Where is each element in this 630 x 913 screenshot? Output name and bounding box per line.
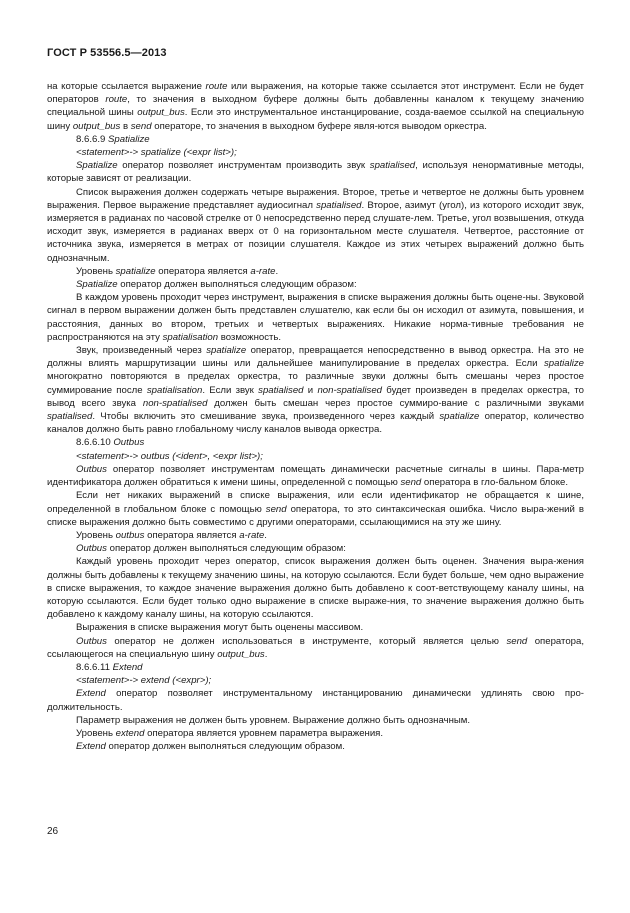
text-run: Уровень — [76, 265, 116, 277]
text-run: оператор должен выполняться следующим образом: — [106, 543, 346, 555]
paragraph — [47, 621, 584, 634]
text-run: будет произведен в пределах оркестра, то вывод всего звука — [47, 384, 584, 409]
paragraph — [47, 674, 584, 687]
text-run: оператор, превращается непосредственно в вывод оркестра. На это не должны влиять маршрутизации шины или дальнейшее манипулирование в пределах оркестра. Если — [47, 345, 584, 370]
paragraph — [47, 542, 584, 555]
text-run: оператора является — [155, 265, 251, 277]
text-run: Список выражения должен содержать четыре выражения. Второе, третье и четвертое не должны быть уровнем выражения. Первое выражение представляет аудиосигнал — [47, 186, 584, 211]
italic-term: Outbus — [76, 543, 107, 555]
text-run: должен быть смешан через простое суммиро-вание с различными звуками — [207, 397, 584, 409]
text-run: . Если звук — [202, 384, 259, 396]
italic-term: output_bus — [137, 107, 185, 119]
paragraph — [47, 555, 584, 621]
italic-term: output_bus — [217, 648, 265, 660]
text-run: 8.6.6.11 — [76, 661, 113, 673]
paragraph — [47, 344, 584, 436]
italic-term: output_bus — [72, 120, 121, 132]
text-run: , то значения в выходном буфере должны быть добавленны каналом к текущему значению специальной шины — [47, 94, 584, 119]
paragraph — [47, 436, 584, 449]
text-run: Выражения в списке выражения могут быть оценены массивом. — [76, 622, 364, 634]
text-run: оператор позволяет инструментам производить звук — [117, 160, 370, 172]
italic-term: a-rate — [250, 265, 276, 277]
text-run: оператора, ссылающегося на специальную шину — [47, 635, 584, 660]
paragraph — [47, 146, 584, 159]
italic-term: non-spatialised — [142, 397, 208, 409]
paragraph — [47, 687, 584, 713]
page-number: 26 — [47, 826, 59, 837]
text-run: оператора в гло-бальном блоке. — [421, 477, 569, 489]
italic-term: send — [400, 477, 422, 489]
page-header-standard-id: ГОСТ Р 53556.5—2013 — [47, 47, 167, 59]
italic-term: a-rate — [239, 529, 265, 541]
paragraph — [47, 714, 584, 727]
italic-term: outbus — [115, 529, 145, 541]
text-run: . — [264, 648, 268, 660]
italic-term: spatialize — [544, 358, 584, 370]
italic-term: Extend — [112, 661, 143, 673]
text-run: Параметр выражения не должен быть уровнем. Выражение должно быть однозначным. — [76, 714, 471, 726]
text-run: оператор не должен использоваться в инструменте, который является целью — [106, 635, 507, 647]
text-run: . Чтобы включить это смешивание звука, произведенного через каждый — [92, 411, 440, 423]
text-run: . Если это инструментальное инстанцирование, созда-ваемое ссылкой на специальную шину — [47, 107, 585, 132]
italic-term: spatialised — [369, 160, 416, 172]
paragraph — [47, 489, 584, 529]
paragraph — [47, 740, 584, 753]
text-run: или выражения, на которые также ссылается этот инструмент. Если не будет операторов — [47, 81, 585, 106]
italic-term: extend — [115, 727, 145, 739]
text-run: Уровень — [76, 529, 116, 541]
text-run: оператор позволяет инструментальному инстанцированию динамически удлинять свою про-должительность. — [47, 688, 584, 713]
italic-term: spatialisation — [162, 331, 219, 343]
text-run: , используя ненормативные методы, которые зависят от реализации. — [47, 160, 585, 185]
italic-term: Outbus — [113, 437, 145, 449]
text-run: 8.6.6.9 — [76, 133, 109, 145]
paragraph — [47, 80, 584, 133]
text-run: и — [303, 384, 318, 396]
italic-term: send — [506, 635, 528, 647]
italic-term: Spatialize — [76, 279, 118, 291]
paragraph — [47, 278, 584, 291]
italic-term: Outbus — [76, 635, 107, 647]
paragraph — [47, 661, 584, 674]
italic-term: Spatialize — [108, 133, 150, 145]
italic-term: Spatialize — [76, 160, 118, 172]
italic-term: Extend — [76, 741, 106, 753]
text-run: Уровень — [76, 727, 116, 739]
text-run: возможность. — [218, 331, 282, 343]
paragraph — [47, 529, 584, 542]
text-run: . — [275, 265, 279, 277]
paragraph — [47, 463, 584, 489]
text-run: оператор должен выполняться следующим образом: — [117, 279, 357, 291]
paragraph — [47, 186, 584, 265]
text-run: . — [264, 529, 267, 541]
italic-term: spatialize — [206, 345, 247, 357]
italic-term: non-spatialised — [317, 384, 382, 396]
italic-term: route — [205, 81, 228, 92]
italic-term: <statement>-> spatialize (<expr list>); — [76, 147, 237, 159]
paragraph — [47, 450, 584, 463]
paragraph — [47, 635, 584, 661]
italic-term: spatialised — [258, 384, 304, 396]
italic-term: Extend — [76, 688, 106, 700]
text-run: 8.6.6.10 — [76, 437, 114, 449]
italic-term: <statement>-> outbus (<ident>, <expr list>); — [76, 450, 263, 462]
text-run: оператора, то это синтаксическая ошибка. Число выра-жений в списке выражения должно быть совместимо с другими операторами, ссылающимися на эту же шину. — [47, 503, 584, 528]
italic-term: Outbus — [76, 463, 107, 475]
text-run: оператора является — [144, 529, 240, 541]
italic-term: route — [105, 94, 128, 106]
text-run: на которые ссылается выражение — [47, 81, 206, 92]
italic-term: spatialize — [439, 411, 480, 423]
paragraph — [47, 291, 584, 344]
paragraph — [47, 133, 584, 146]
text-run: оператор должен выполняться следующим образом. — [105, 741, 345, 753]
text-run: . Второе, азимут (угол), из которого исходит звук, измеряется в радианах по часовой стрелке от 0 непосредственно перед слушате-лем. Третье, угол возвышения, откуда исходит звук, измеряется в радианах вверх от 0 на горизонтальном месте слушателя. Четвертое, расстояние от источника звука, измеряется в метрах от позиции слушателя. Каждое из этих четырех выражений должно быть однозначным. — [47, 199, 584, 264]
text-run: В каждом уровень проходит через инструмент, выражения в списке выражения должны быть оцене-ны. Звуковой сигнал в первом выражении должен быть представлен слушателю, как если бы он исходил от азимута, повышения, и расстояния, данных во втором, третьих и четвертых выражениях. Никакие норма-тивные требования не распространяются на эту — [47, 292, 584, 343]
text-run: Звук, произведенный через — [76, 345, 207, 357]
text-run: оператор, количество каналов должно быть равно глобальному числу каналов вывода оркестра. — [47, 411, 584, 436]
text-run: многократно повторяются в пределах оркестра, то различные звуки должны быть смешаны через простое суммирование после — [47, 371, 584, 396]
italic-term: spatialisation — [146, 384, 203, 396]
italic-term: spatialize — [115, 265, 156, 277]
paragraph — [47, 159, 584, 185]
text-run: в — [120, 120, 131, 132]
text-run: операторе, то значения в выходном буфере явля-ются выводом оркестра. — [151, 120, 487, 132]
text-run: оператора является уровнем параметра выражения. — [144, 727, 384, 739]
body-text — [47, 80, 584, 753]
text-run: оператор позволяет инструментам помещать динамически расчетные сигналы в шины. Пара-метр идентификатора должен обратиться к имени шины, определенной с помощью — [47, 463, 584, 489]
text-run: Если нет никаких выражений в списке выражения, или если идентификатор не обращается к шине, определенной в глобальном блоке с помощью — [47, 490, 584, 515]
italic-term: spatialised — [47, 411, 93, 423]
italic-term: send — [265, 503, 287, 515]
paragraph — [47, 265, 584, 278]
italic-term: send — [130, 120, 152, 132]
paragraph — [47, 727, 584, 740]
italic-term: <statement>-> extend (<expr>); — [76, 675, 212, 687]
text-run: Каждый уровень проходит через оператор, список выражения должен быть оценен. Значения выра-жения должны быть добавлены к текущему значению шины, на которую ссылаются. Если будет больше, чем одно выражение в списке выражения, то каждое значение выражения должно быть добавлено к соот-ветствующему каналу шины, на которую ссылаются. Если будет только одно выражение в списке выраже-ния, то значение выражения должно быть добавлено к каждому каналу шины, на которую ссылаются. — [47, 556, 584, 621]
italic-term: spatialised — [316, 199, 362, 211]
